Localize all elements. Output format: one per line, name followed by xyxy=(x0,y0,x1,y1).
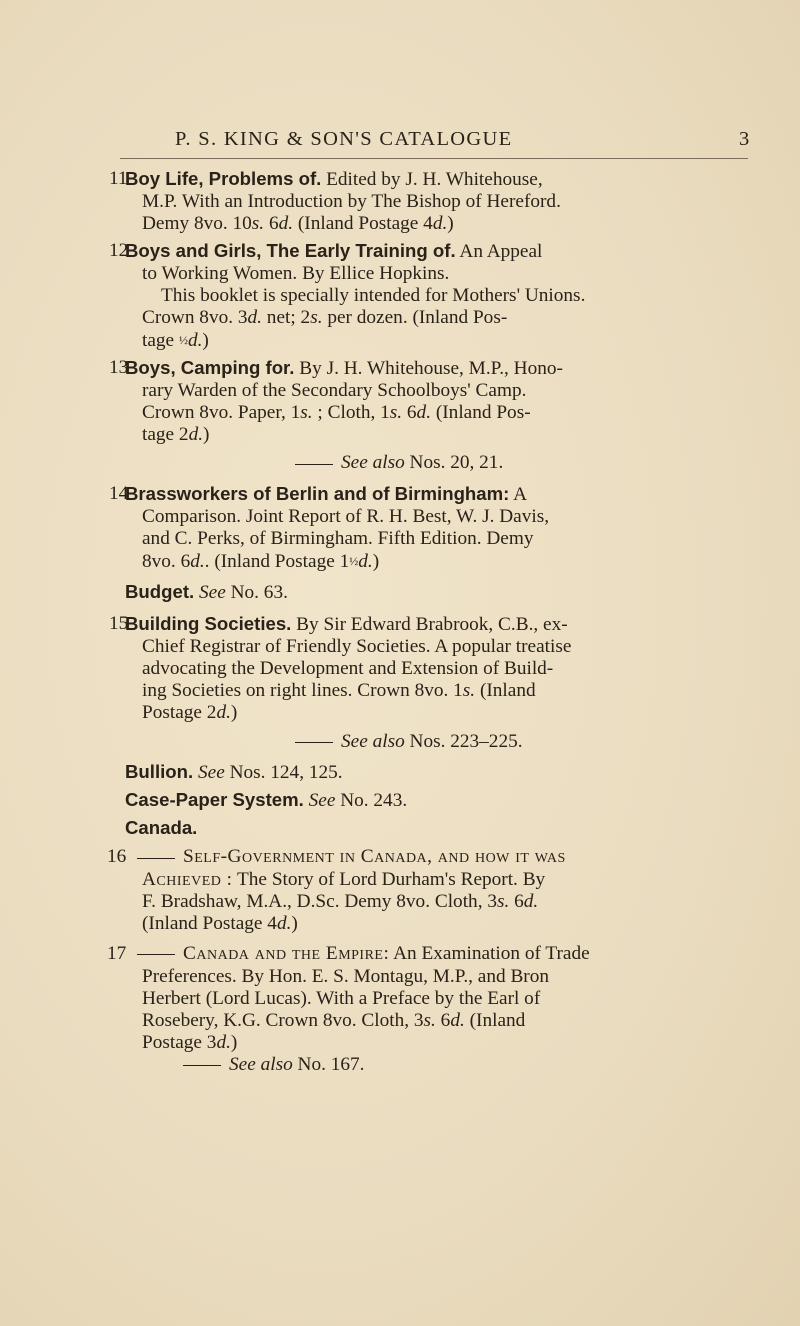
entry-heading: Building Societies. xyxy=(125,612,292,634)
entry-text: An Examination of Trade xyxy=(389,943,590,965)
entry-text: By J. H. Whitehouse, M.P., Hono- xyxy=(294,357,563,379)
entry-text: A xyxy=(509,483,528,505)
see-also-line: See also Nos. 20, 21. xyxy=(295,452,740,474)
entry-text: Edited by J. H. Whitehouse, xyxy=(321,169,543,190)
entry-heading: Bullion. xyxy=(125,760,194,782)
entry-16 xyxy=(107,846,740,935)
entry-text: M.P. With an Introduction by The Bishop of Hereford. xyxy=(142,191,561,213)
entry-number: 12 xyxy=(109,239,129,261)
entry-text: to Working Women. By Ellice Hopkins. xyxy=(142,262,450,284)
entry-12 xyxy=(109,239,740,353)
entry-price-line: Demy 8vo. 10s. 6d. (Inland Postage 4d.) xyxy=(142,213,454,235)
entry-number: 13 xyxy=(109,356,129,378)
entry-text: advocating the Development and Extension of Build- xyxy=(142,658,554,680)
entry-heading: Budget. xyxy=(125,581,195,603)
entry-text: (Inland Postage 4d.) xyxy=(142,913,298,935)
entry-heading: Self-Government in Canada, and how it was xyxy=(183,846,566,868)
entry-heading: Achieved : xyxy=(142,868,233,890)
entry-number: 14 xyxy=(109,482,129,504)
entry-15 xyxy=(109,612,740,753)
dash-rule xyxy=(137,858,175,859)
dash-rule xyxy=(183,1065,221,1066)
see-also-line: See also Nos. 223–225. xyxy=(295,731,740,753)
entry-price-line: Rosebery, K.G. Crown 8vo. Cloth, 3s. 6d. (Inland xyxy=(142,1009,526,1031)
entry-heading: Case-Paper System. xyxy=(125,789,304,811)
entry-heading: Boys, Camping for. xyxy=(125,356,295,378)
entry-number: 17 xyxy=(107,943,127,965)
entry-heading: Boys and Girls, The Early Training of. xyxy=(125,239,456,261)
entry-text: and C. Perks, of Birmingham. Fifth Edition. Demy xyxy=(142,528,534,550)
catalogue-body xyxy=(0,168,800,1077)
dash-rule xyxy=(137,954,175,955)
entry-text: Postage 3d.) xyxy=(142,1032,238,1054)
catalogue-title: P. S. KING & SON'S CATALOGUE xyxy=(175,128,513,150)
entry-14 xyxy=(109,482,740,574)
entry-text: Comparison. Joint Report of R. H. Best, W. J. Davis, xyxy=(142,505,550,527)
entry-heading: Brassworkers of Berlin and of Birmingham: xyxy=(125,482,510,504)
entry-price-line: ing Societies on right lines. Crown 8vo. 1s. (Inland xyxy=(142,680,536,702)
entry-text: tage ½d.) xyxy=(142,330,209,352)
entry-note: This booklet is specially intended for Mothers' Unions. xyxy=(161,285,586,307)
entry-price-line: Crown 8vo. 3d. net; 2s. per dozen. (Inland Pos- xyxy=(142,307,508,329)
entry-number: 15 xyxy=(109,612,129,634)
entry-text: Herbert (Lord Lucas). With a Preface by the Earl of xyxy=(142,987,541,1009)
entry-heading: Boy Life, Problems of. xyxy=(125,168,322,189)
entry-heading: Canada and the Empire: xyxy=(183,943,390,965)
section-heading: Canada. xyxy=(125,817,198,839)
see-also-line: See also No. 167. xyxy=(183,1054,740,1076)
entry-11 xyxy=(109,168,740,236)
dash-rule xyxy=(295,464,333,465)
entry-text: Chief Registrar of Friendly Societies. A popular treatise xyxy=(142,635,572,657)
page-number: 3 xyxy=(739,128,751,150)
entry-text: By Sir Edward Brabrook, C.B., ex- xyxy=(291,613,568,635)
entry-price-line: Crown 8vo. Paper, 1s. ; Cloth, 1s. 6d. (Inland Pos- xyxy=(142,402,531,424)
header-rule xyxy=(120,158,748,159)
entry-price-line: 8vo. 6d.. (Inland Postage 1½d.) xyxy=(142,551,380,573)
entry-17 xyxy=(107,943,740,1076)
entry-text: rary Warden of the Secondary Schoolboys' Camp. xyxy=(142,379,527,401)
entry-text: tage 2d.) xyxy=(142,424,210,446)
entry-text: An Appeal xyxy=(455,240,543,262)
entry-text: Preferences. By Hon. E. S. Montagu, M.P., and Bron xyxy=(142,965,550,987)
entry-number: 16 xyxy=(107,846,127,868)
entry-13 xyxy=(109,356,740,475)
cross-ref-bullion: Bullion. See Nos. 124, 125. xyxy=(125,760,343,783)
cross-ref-case-paper: Case-Paper System. See No. 243. xyxy=(125,789,408,812)
entry-number: 11 xyxy=(109,168,128,189)
entry-text: The Story of Lord Durham's Report. By xyxy=(232,868,546,890)
entry-text: Postage 2d.) xyxy=(142,702,238,724)
entry-price-line: F. Bradshaw, M.A., D.Sc. Demy 8vo. Cloth, 3s. 6d. xyxy=(142,890,539,912)
section-canada xyxy=(125,817,740,840)
cross-ref-budget: Budget. See No. 63. xyxy=(125,581,288,604)
dash-rule xyxy=(295,742,333,743)
